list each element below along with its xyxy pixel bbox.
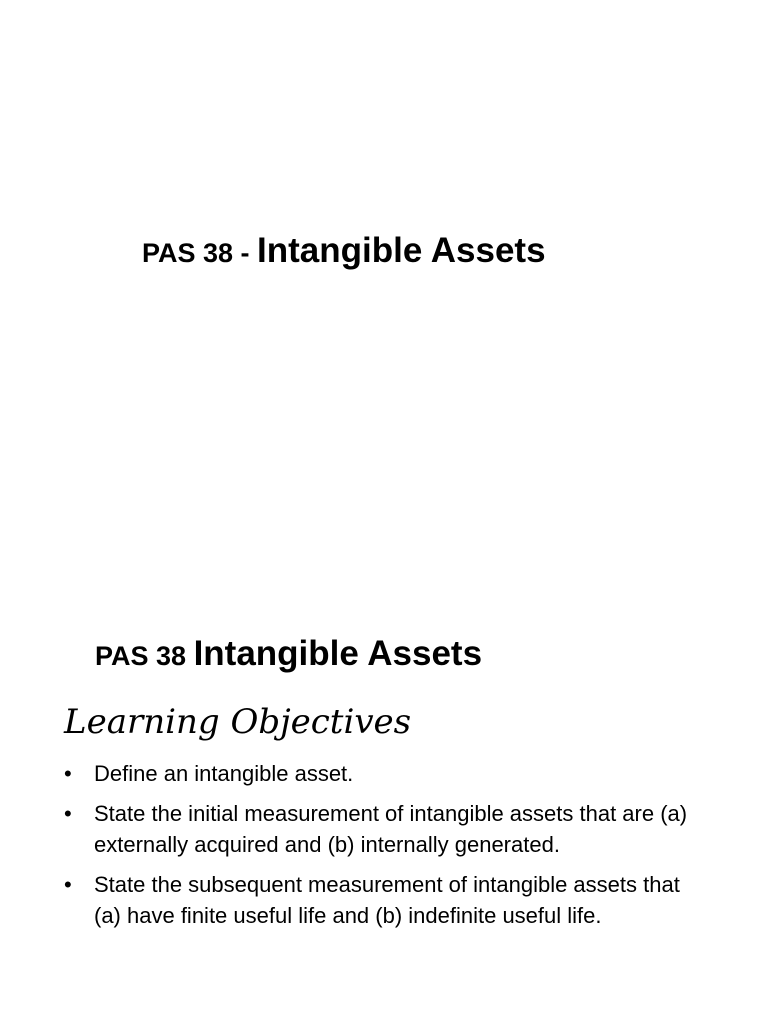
objective-text: State the initial measurement of intangible assets that are (a) externally acquired and (b) internally generated. bbox=[94, 801, 688, 857]
list-item bbox=[60, 758, 700, 789]
list-item bbox=[60, 798, 700, 860]
slide-title-prefix: PAS 38 bbox=[95, 641, 194, 671]
slide-title-prefix: PAS 38 - bbox=[142, 238, 258, 268]
slide-title bbox=[95, 634, 482, 674]
objectives-list bbox=[60, 758, 700, 940]
bullet-icon: • bbox=[64, 761, 72, 786]
bullet-icon: • bbox=[64, 872, 72, 897]
slide-title-main: Intangible Assets bbox=[257, 231, 546, 270]
objective-text: State the subsequent measurement of intangible assets that (a) have finite useful life and (b) indefinite useful life. bbox=[94, 872, 680, 928]
slide-title-main: Intangible Assets bbox=[193, 634, 483, 673]
bullet-icon: • bbox=[64, 801, 72, 826]
objectives-slide bbox=[0, 512, 768, 1024]
list-item bbox=[60, 869, 700, 931]
objective-text: Define an intangible asset. bbox=[94, 761, 354, 786]
slide-title bbox=[142, 231, 546, 271]
learning-objectives-heading: Learning Objectives bbox=[64, 702, 412, 742]
